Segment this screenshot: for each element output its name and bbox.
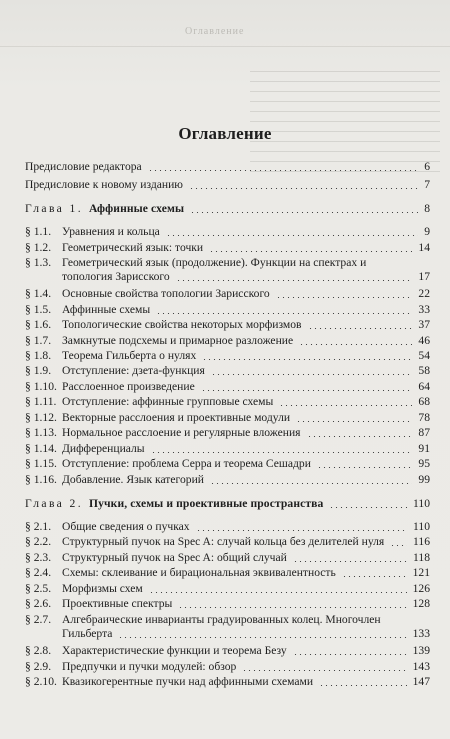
entry-title: Алгебраические инварианты градуированных колец. Многочлен Гильберта xyxy=(62,613,381,640)
entry-page: 91 xyxy=(418,442,430,455)
toc-title: Оглавление xyxy=(178,124,272,143)
toc-entry xyxy=(25,225,430,239)
entry-page: 9 xyxy=(424,225,430,238)
entry-title: Структурный пучок на Spec A: случай кольца без делителей нуля xyxy=(62,535,385,548)
entry-page: 147 xyxy=(412,675,430,688)
entry-title: Предисловие к новому изданию xyxy=(25,178,183,191)
section-number: § 1.5. xyxy=(25,303,52,316)
toc-entry xyxy=(25,303,430,317)
entry-title: Схемы: склеивание и бирациональная эквивалентность xyxy=(62,566,336,579)
section-number: § 1.16. xyxy=(25,473,57,486)
entry-page: 121 xyxy=(412,566,430,579)
toc-entry xyxy=(25,644,430,658)
toc-entry xyxy=(25,551,430,565)
dot-leader xyxy=(190,212,418,213)
entry-title: Теорема Гильберта о нулях xyxy=(62,349,197,362)
entry-title: Предпучки и пучки модулей: обзор xyxy=(62,660,237,673)
entry-title: Структурный пучок на Spec A: общий случай xyxy=(62,551,287,564)
dot-leader xyxy=(202,359,412,360)
section-number: § 2.7. xyxy=(25,613,52,626)
section-number: § 2.10. xyxy=(25,675,57,688)
dot-leader xyxy=(390,545,407,546)
dot-leader xyxy=(293,561,407,562)
section-number: § 2.1. xyxy=(25,520,52,533)
entry-page: 8 xyxy=(424,202,430,215)
entry-page: 54 xyxy=(418,349,430,362)
entry-page: 64 xyxy=(418,380,430,393)
section-number: § 2.9. xyxy=(25,660,52,673)
section-number: § 1.13. xyxy=(25,426,57,439)
entry-page: 17 xyxy=(418,270,430,283)
section-number: § 1.9. xyxy=(25,364,52,377)
toc-entry xyxy=(25,660,430,674)
entry-page: 143 xyxy=(412,660,430,673)
entry-title: Уравнения и кольца xyxy=(62,225,160,238)
toc-chapter xyxy=(25,202,430,216)
dot-leader xyxy=(151,452,413,453)
toc-entry xyxy=(25,395,430,409)
toc-entry xyxy=(25,241,430,255)
section-number: § 1.10. xyxy=(25,380,57,393)
entry-page: 14 xyxy=(418,241,430,254)
entry-page: 95 xyxy=(418,457,430,470)
entry-page: 99 xyxy=(418,473,430,486)
toc-entry xyxy=(25,566,430,580)
entry-page: 87 xyxy=(418,426,430,439)
dot-leader xyxy=(176,280,413,281)
toc-entry xyxy=(25,597,430,611)
toc-entry xyxy=(25,473,430,487)
chapter-title: Аффинные схемы xyxy=(89,202,185,215)
toc-chapter xyxy=(25,497,430,511)
entry-page: 116 xyxy=(413,535,430,548)
entry-page: 126 xyxy=(412,582,430,595)
entry-title: Нормальное расслоение и регулярные вложения xyxy=(62,426,301,439)
dot-leader xyxy=(148,170,419,171)
toc-entry xyxy=(25,582,430,596)
ghost-header-title: Оглавление xyxy=(185,26,245,37)
bleed-through-text xyxy=(250,62,440,172)
toc-entry xyxy=(25,442,430,456)
entry-title: Добавление. Язык категорий xyxy=(62,473,204,486)
section-number: § 2.8. xyxy=(25,644,52,657)
dot-leader xyxy=(276,297,413,298)
dot-leader xyxy=(342,576,407,577)
toc-entry xyxy=(25,613,430,641)
entry-page: 128 xyxy=(412,597,430,610)
entry-title: Предисловие редактора xyxy=(25,160,142,173)
dot-leader xyxy=(201,390,413,391)
entry-title: Отступление: дзета-функция xyxy=(62,364,205,377)
entry-title: Основные свойства топологии Зарисского xyxy=(62,287,270,300)
entry-page: 118 xyxy=(413,551,430,564)
section-number: § 1.1. xyxy=(25,225,52,238)
dot-leader xyxy=(149,592,407,593)
dot-leader xyxy=(178,607,406,608)
section-number: § 2.6. xyxy=(25,597,52,610)
toc-entry xyxy=(25,426,430,440)
entry-title: Общие сведения о пучках xyxy=(62,520,190,533)
entry-title: Характеристические функции и теорема Безу xyxy=(62,644,287,657)
dot-leader xyxy=(296,421,412,422)
entry-title: Дифференциалы xyxy=(62,442,145,455)
toc-entry xyxy=(25,160,430,174)
toc-entry xyxy=(25,380,430,394)
dot-leader xyxy=(317,467,413,468)
dot-leader xyxy=(279,405,412,406)
entry-page: 22 xyxy=(418,287,430,300)
toc-entry xyxy=(25,349,430,363)
toc-entry xyxy=(25,457,430,471)
entry-page: 6 xyxy=(424,160,430,173)
dot-leader xyxy=(209,251,412,252)
entry-page: 37 xyxy=(418,318,430,331)
section-number: § 2.2. xyxy=(25,535,52,548)
chapter-label: Глава 2. xyxy=(25,497,84,510)
toc-entry xyxy=(25,178,430,192)
entry-title: Морфизмы схем xyxy=(62,582,143,595)
entry-page: 110 xyxy=(413,497,430,510)
section-number: § 1.12. xyxy=(25,411,57,424)
dot-leader xyxy=(307,436,413,437)
dot-leader xyxy=(293,654,407,655)
entry-page: 133 xyxy=(412,627,430,640)
toc-entry xyxy=(25,364,430,378)
toc-entry xyxy=(25,318,430,332)
dot-leader xyxy=(166,235,418,236)
dot-leader xyxy=(210,483,412,484)
toc-entry xyxy=(25,287,430,301)
section-number: § 2.4. xyxy=(25,566,52,579)
entry-title: Замкнутые подсхемы и примарное разложение xyxy=(62,334,294,347)
section-number: § 2.5. xyxy=(25,582,52,595)
dot-leader xyxy=(308,328,413,329)
entry-title: Расслоенное произведение xyxy=(62,380,195,393)
dot-leader xyxy=(299,344,412,345)
section-number: § 1.7. xyxy=(25,334,52,347)
entry-page: 139 xyxy=(412,644,430,657)
section-number: § 2.3. xyxy=(25,551,52,564)
toc-entry xyxy=(25,256,430,284)
section-number: § 1.14. xyxy=(25,442,57,455)
section-number: § 1.6. xyxy=(25,318,52,331)
entry-page: 78 xyxy=(418,411,430,424)
entry-page: 68 xyxy=(418,395,430,408)
entry-title: Квазикогерентные пучки над аффинными схемами xyxy=(62,675,314,688)
dot-leader xyxy=(189,188,418,189)
section-number: § 1.4. xyxy=(25,287,52,300)
entry-title: Геометрический язык (продолжение). Функции на спектрах и топология Зарисского xyxy=(62,256,367,283)
toc-entry xyxy=(25,334,430,348)
toc-entry xyxy=(25,411,430,425)
entry-page: 33 xyxy=(418,303,430,316)
section-number: § 1.11. xyxy=(25,395,57,408)
entry-page: 7 xyxy=(424,178,430,191)
entry-title: Геометрический язык: точки xyxy=(62,241,204,254)
dot-leader xyxy=(242,670,406,671)
dot-leader xyxy=(329,507,407,508)
dot-leader xyxy=(196,530,407,531)
toc-entry xyxy=(25,520,430,534)
chapter-label: Глава 1. xyxy=(25,202,84,215)
section-number: § 1.15. xyxy=(25,457,57,470)
dot-leader xyxy=(156,313,412,314)
entry-title: Векторные расслоения и проективные модули xyxy=(62,411,291,424)
section-number: § 1.8. xyxy=(25,349,52,362)
toc-entry xyxy=(25,535,430,549)
page-header-shadow xyxy=(0,0,450,47)
entry-page: 110 xyxy=(413,520,430,533)
entry-page: 58 xyxy=(418,364,430,377)
entry-title: Отступление: аффинные групповые схемы xyxy=(62,395,274,408)
entry-page: 46 xyxy=(418,334,430,347)
dot-leader xyxy=(211,374,413,375)
entry-title: Топологические свойства некоторых морфизмов xyxy=(62,318,302,331)
dot-leader xyxy=(118,637,406,638)
entry-title: Аффинные схемы xyxy=(62,303,151,316)
section-number: § 1.2. xyxy=(25,241,52,254)
section-number: § 1.3. xyxy=(25,256,52,269)
toc-entry xyxy=(25,675,430,689)
entry-title: Отступление: проблема Серра и теорема Сешадри xyxy=(62,457,311,470)
dot-leader xyxy=(319,685,407,686)
chapter-title: Пучки, схемы и проективные пространства xyxy=(89,497,324,510)
entry-title: Проективные спектры xyxy=(62,597,173,610)
